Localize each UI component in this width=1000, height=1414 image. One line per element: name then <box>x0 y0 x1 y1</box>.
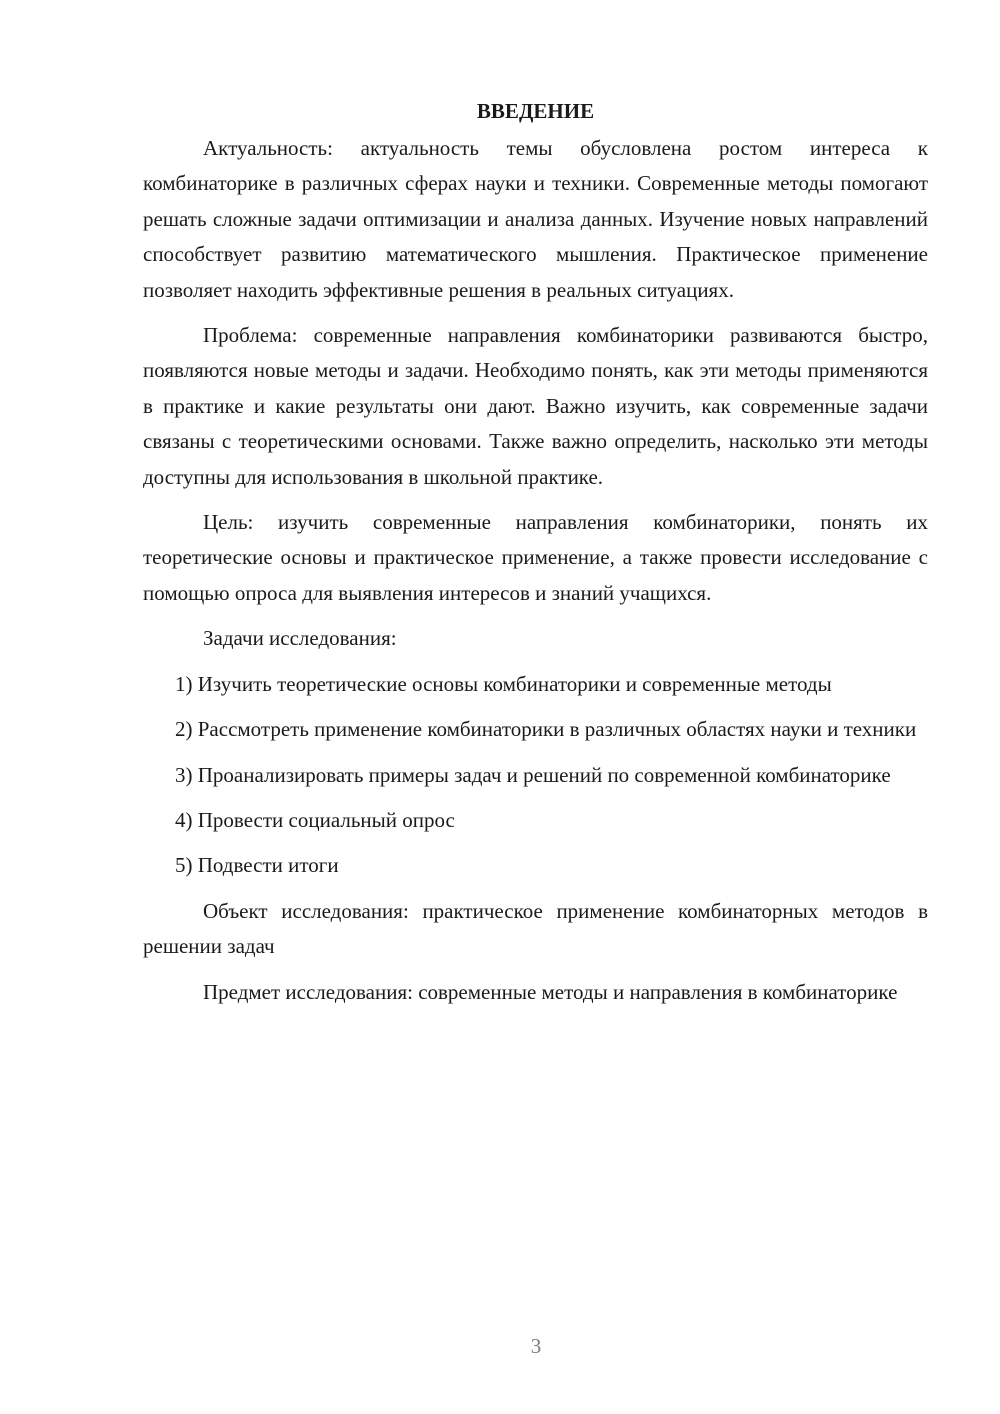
paragraph-goal: Цель: изучить современные направления комбинаторики, понять их теоретические основы и практическое применение, а также провести исследование с помощью опроса для выявления интересов и знаний учащихся. <box>143 510 928 605</box>
paragraph-tasks-heading: Задачи исследования: <box>203 626 397 651</box>
task-item-5: 5) Подвести итоги <box>175 853 339 878</box>
section-title: ВВЕДЕНИЕ <box>476 99 595 123</box>
paragraph-problem: Проблема: современные направления комбинаторики развиваются быстро, появляются новые методы и задачи. Необходимо понять, как эти методы применяются в практике и какие результаты они дают. Важно изучить, как современные задачи связаны с теоретическими основами. Также важно определить, насколько эти методы доступны для использования в школьной практике. <box>143 323 928 489</box>
page-number: 3 <box>530 1334 542 1358</box>
paragraph-relevance: Актуальность: актуальность темы обусловлена ростом интереса к комбинаторике в различных сферах науки и техники. Современные методы помогают решать сложные задачи оптимизации и анализа данных. Изучение новых направлений способствует развитию математического мышления. Практическое применение позволяет находить эффективные решения в реальных ситуациях. <box>143 136 928 302</box>
task-item-2: 2) Рассмотреть применение комбинаторики в различных областях науки и техники <box>175 717 917 742</box>
task-item-4: 4) Провести социальный опрос <box>175 807 455 832</box>
task-item-1: 1) Изучить теоретические основы комбинаторики и современные методы <box>175 671 832 696</box>
task-item-3: 3) Проанализировать примеры задач и решений по современной комбинаторике <box>175 762 891 787</box>
paragraph-subject: Предмет исследования: современные методы и направления в комбинаторике <box>203 979 898 1004</box>
paragraph-object: Объект исследования: практическое применение комбинаторных методов в решении задач <box>143 898 928 959</box>
page-content <box>143 96 928 1020</box>
